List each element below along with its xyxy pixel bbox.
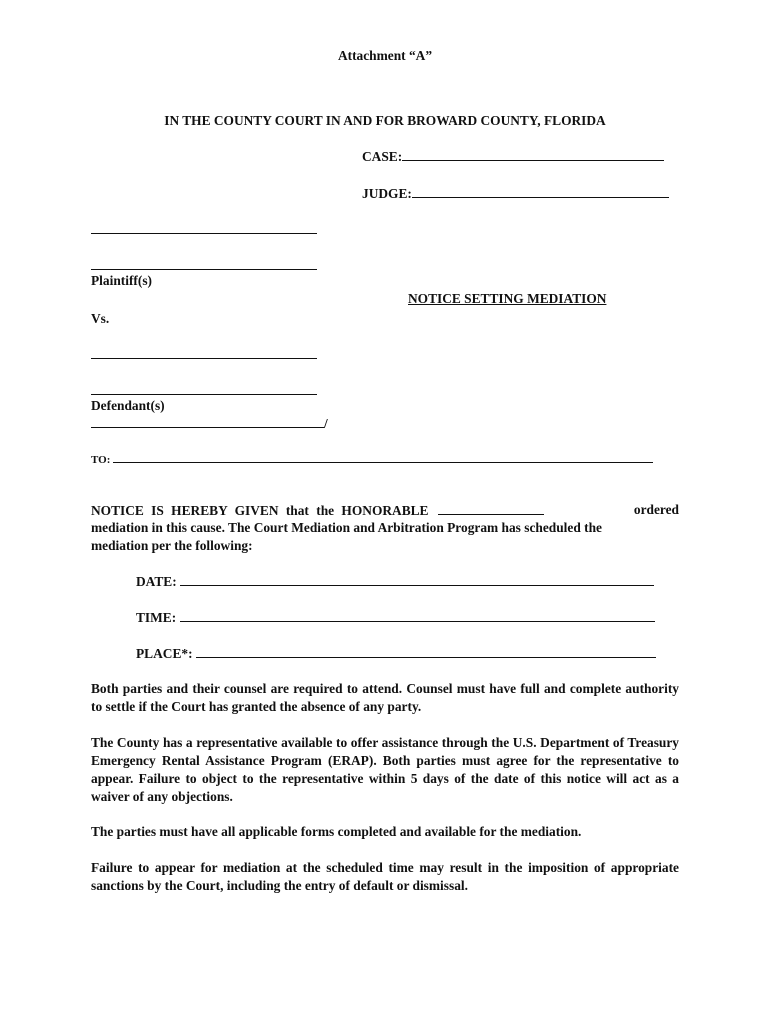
- date-label: DATE:: [136, 574, 177, 589]
- forms-paragraph: The parties must have all applicable forms completed and available for the mediation.: [91, 824, 582, 839]
- court-title: IN THE COUNTY COURT IN AND FOR BROWARD COUNTY, FLORIDA: [164, 113, 606, 128]
- notice-line-2: mediation in this cause. The Court Mediation and Arbitration Program has scheduled the: [91, 520, 602, 535]
- defendant-line-2[interactable]: [91, 394, 317, 395]
- attachment-heading: Attachment “A”: [337, 48, 433, 63]
- failure-paragraph: Failure to appear for mediation at the scheduled time may result in the imposition of appropriate sanctions by the Court, including the entry of default or dismissal.: [91, 860, 679, 893]
- case-input-line[interactable]: [402, 148, 664, 161]
- case-field: [362, 148, 664, 165]
- notice-line-3: mediation per the following:: [91, 538, 253, 553]
- caption-slash: /: [324, 416, 328, 431]
- defendant-label: Defendant(s): [91, 398, 165, 413]
- plaintiff-line-1[interactable]: [91, 233, 317, 234]
- plaintiff-label: Plaintiff(s): [91, 273, 152, 288]
- time-field: [136, 609, 655, 626]
- time-label: TIME:: [136, 610, 177, 625]
- case-label: CASE:: [362, 149, 403, 164]
- county-paragraph: The County has a representative available to offer assistance through the U.S. Department of Treasury Emergency Rental Assistance Program (ERAP). Both parties must agree for the representative to appear. Failure to object to the representative within 5 days of the date of this notice will act as a waiver of any objections.: [91, 735, 679, 804]
- notice-intro: NOTICE IS HEREBY GIVEN that the HONORABLE: [91, 503, 429, 518]
- plaintiff-line-2[interactable]: [91, 269, 317, 270]
- to-label: TO:: [91, 454, 111, 466]
- caption-closing-line: [91, 415, 328, 432]
- judge-label: JUDGE:: [362, 186, 412, 201]
- place-label: PLACE*:: [136, 646, 193, 661]
- honorable-input-line[interactable]: [438, 502, 544, 515]
- judge-input-line[interactable]: [412, 185, 669, 198]
- notice-line-1: [91, 502, 679, 519]
- date-field: [136, 573, 654, 590]
- to-field: [91, 453, 653, 466]
- judge-field: [362, 185, 669, 202]
- to-input-line[interactable]: [113, 453, 653, 463]
- place-field: [136, 645, 656, 662]
- place-input-line[interactable]: [196, 645, 656, 658]
- vs-label: Vs.: [91, 311, 110, 326]
- date-input-line[interactable]: [180, 573, 654, 586]
- defendant-line-1[interactable]: [91, 358, 317, 359]
- time-input-line[interactable]: [180, 609, 655, 622]
- caption-underline: [91, 415, 324, 428]
- attend-paragraph: Both parties and their counsel are required to attend. Counsel must have full and complete authority to settle if the Court has granted the absence of any party.: [91, 681, 679, 714]
- notice-ordered: ordered: [633, 502, 679, 517]
- notice-title: NOTICE SETTING MEDIATION: [408, 291, 607, 306]
